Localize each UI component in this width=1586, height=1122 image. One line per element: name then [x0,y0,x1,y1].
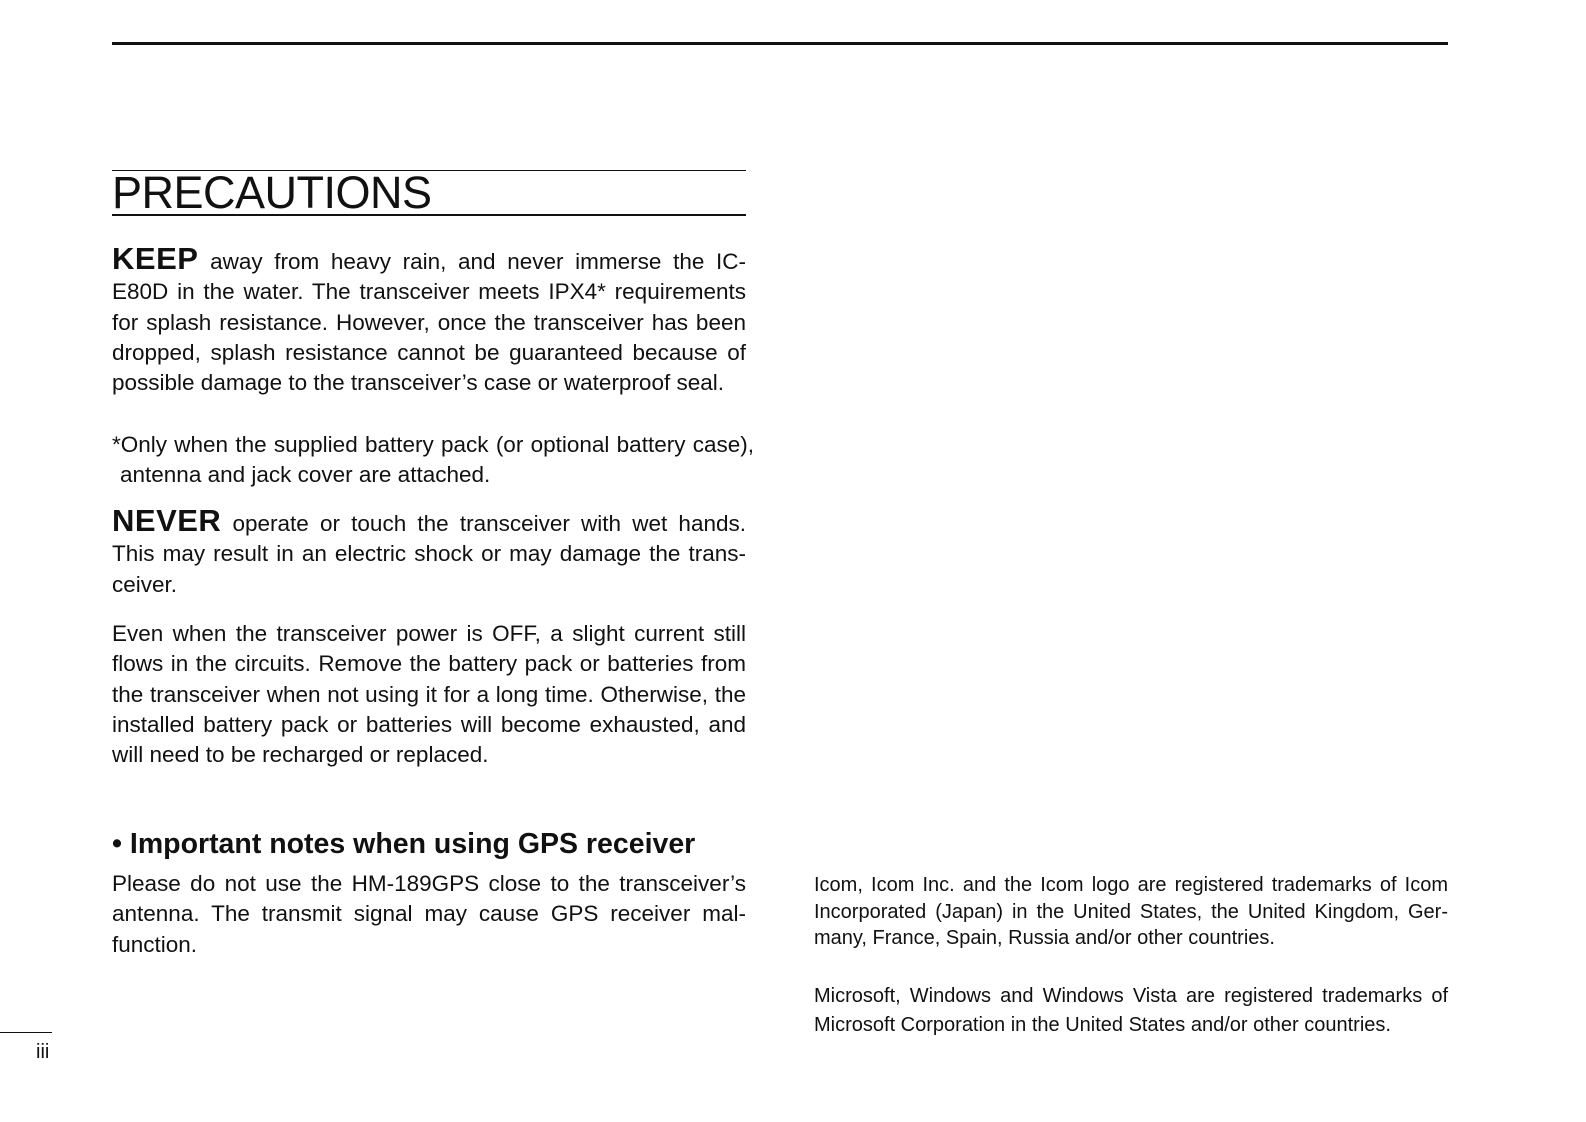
microsoft-trademark-note: Microsoft, Windows and Windows Vista are registered trademarks of Microsoft Corporation in the United States and/or other countries. [814,985,1448,1036]
title-block [112,167,746,218]
never-lead: NEVER [112,503,222,538]
keep-paragraph [112,241,746,398]
gps-heading: • Important notes when using GPS receiver [112,828,696,860]
page-number-rule [0,1032,52,1033]
header-rule [112,42,1448,45]
ipx4-footnote: *Only when the supplied battery pack (or optional battery case), antenna and jack cover are attached. [112,432,754,488]
keep-lead: KEEP [112,241,199,276]
page-title: PRECAUTIONS [112,167,432,218]
power-note-paragraph: Even when the transceiver power is OFF, a slight current still flows in the circuits. Remove the battery pack or batteries from the transceiver when not using it for a long time. Otherwise, the installed battery pack or batteries will become exhausted, and will need to be recharged or replaced. [112,621,746,768]
never-paragraph [112,503,746,600]
gps-paragraph: Please do not use the HM-189GPS close to the transceiver’s antenna. The transmit signal may cause GPS receiver malfunction. [112,871,746,957]
keep-text: away from heavy rain, and never immerse the IC-E80D in the water. The transceiver meets IPX4* requirements for splash resistance. However, once the transceiver has been dropped, splash resistance cannot be guaranteed because of possible damage to the transceiver’s case or waterproof seal. [112,249,746,396]
icom-trademark-note: Icom, Icom Inc. and the Icom logo are registered trademarks of Icom Incorporated (Japan) in the United States, the United Kingdom, Germany, France, Spain, Russia and/or other countries. [814,874,1448,949]
page-number: iii [36,1041,50,1063]
never-text: operate or touch the transceiver with wet hands. This may result in an electric shock or may damage the transceiver. [112,511,746,597]
